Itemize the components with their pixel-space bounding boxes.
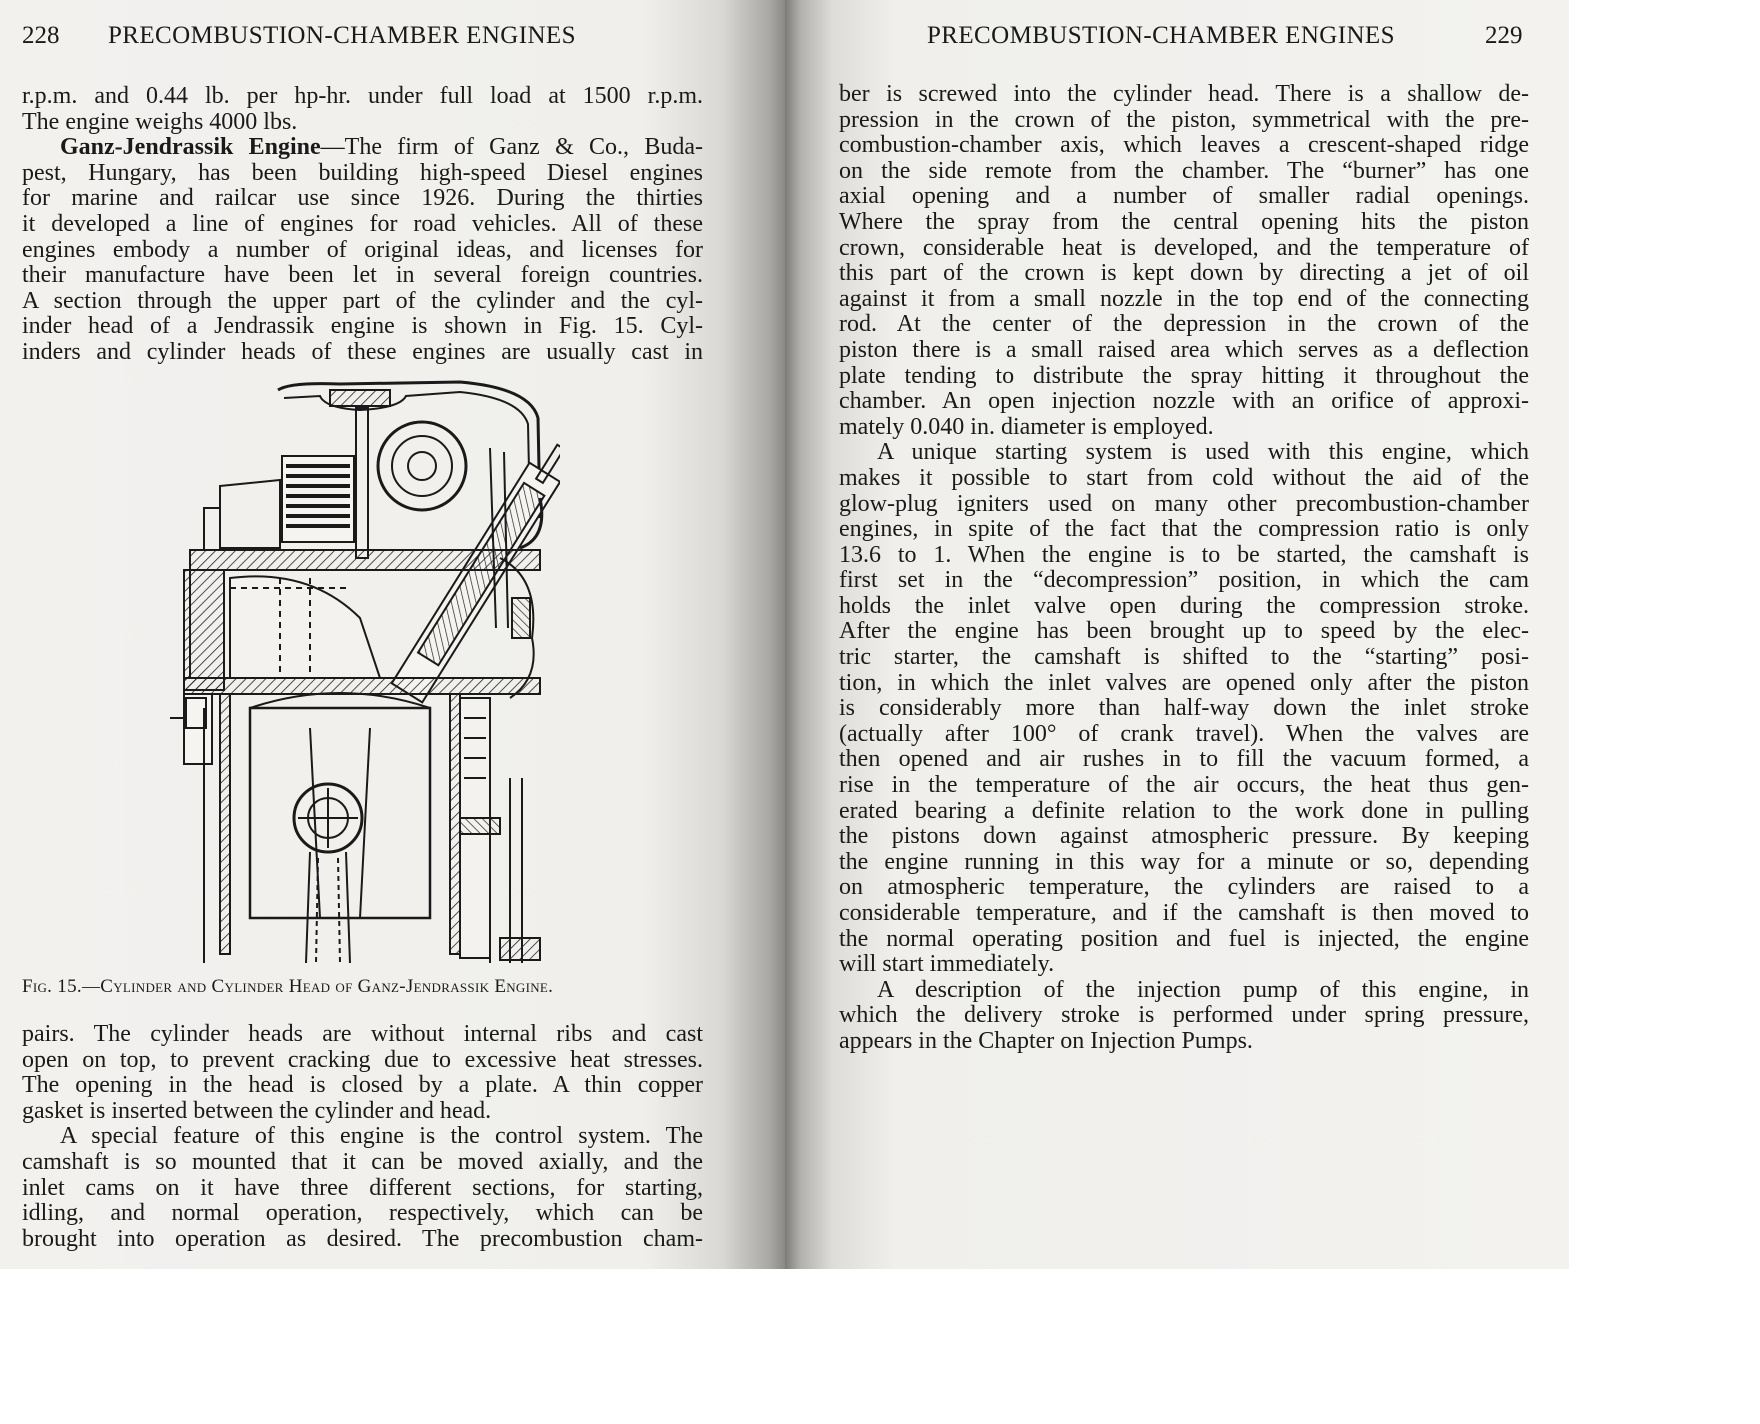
- text-line: A special feature of this engine is the control system. The: [60, 1124, 703, 1150]
- text-line: r.p.m. and 0.44 lb. per hp-hr. under full load at 1500 r.p.m.: [22, 84, 703, 109]
- text-line-with-heading: [22, 135, 703, 161]
- text-line: the pistons down against atmospheric pressure. By keeping: [839, 824, 1529, 850]
- caption-title: Cylinder and Cylinder Head of Ganz-Jendrassik Engine.: [100, 976, 554, 997]
- text-line: which the delivery stroke is performed under spring pressure,: [839, 1003, 1529, 1029]
- page-number: 229: [1485, 22, 1523, 49]
- text-line: pression in the crown of the piston, symmetrical with the pre-: [839, 107, 1529, 133]
- text-line: A description of the injection pump of this engine, in: [877, 977, 1529, 1003]
- text-line: ber is screwed into the cylinder head. There is a shallow de-: [839, 82, 1529, 107]
- text-line: engines embody a number of original ideas, and licenses for: [22, 237, 703, 263]
- text-line: then opened and air rushes in to fill the vacuum formed, a: [839, 747, 1529, 773]
- text-line: it developed a line of engines for road vehicles. All of these: [22, 211, 703, 237]
- text-line: A unique starting system is used with this engine, which: [877, 440, 1529, 466]
- text-line: engines, in spite of the fact that the compression ratio is only: [839, 517, 1529, 543]
- text-line: axial opening and a number of smaller radial openings.: [839, 184, 1529, 210]
- heading-dash: —: [320, 135, 345, 161]
- text-line: combustion-chamber axis, which leaves a crescent-shaped ridge: [839, 133, 1529, 159]
- caption-dash: —: [81, 976, 101, 996]
- text-line: open on top, to prevent cracking due to excessive heat stresses.: [22, 1047, 703, 1073]
- text-line: on atmospheric temperature, the cylinders are raised to a: [839, 875, 1529, 901]
- text-fragment: The firm of Ganz & Co., Buda-: [344, 135, 703, 161]
- text-line: tric starter, the camshaft is shifted to the “starting” posi-: [839, 645, 1529, 671]
- text-line: inders and cylinder heads of these engines are usually cast in: [22, 339, 703, 365]
- text-line: the normal operating position and fuel is injected, the engine: [839, 926, 1529, 952]
- figure-caption: [22, 976, 706, 998]
- text-line: erated bearing a definite relation to the work done in pulling: [839, 798, 1529, 824]
- text-line: against it from a small nozzle in the top end of the connecting: [839, 286, 1529, 312]
- text-line: 13.6 to 1. When the engine is to be started, the camshaft is: [839, 542, 1529, 568]
- text-line: tion, in which the inlet valves are opened only after the piston: [839, 670, 1529, 696]
- text-line: appears in the Chapter on Injection Pumps.: [839, 1028, 1253, 1054]
- page-number: 228: [22, 22, 60, 49]
- text-line: After the engine has been brought up to speed by the elec-: [839, 619, 1529, 645]
- caption-prefix: Fig. 15.: [22, 976, 82, 997]
- text-block-bottom: [22, 1022, 703, 1252]
- text-line: first set in the “decompression” position, in which the cam: [839, 568, 1529, 594]
- text-line: the engine running in this way for a minute or so, depending: [839, 849, 1529, 875]
- text-line: considerable temperature, and if the camshaft is then moved to: [839, 901, 1529, 926]
- text-line: makes it possible to start from cold without the aid of the: [839, 465, 1529, 491]
- text-line: chamber. An open injection nozzle with an orifice of approxi-: [839, 389, 1529, 415]
- text-block: [839, 82, 1529, 1055]
- text-line: this part of the crown is kept down by directing a jet of oil: [839, 261, 1529, 287]
- right-page: [785, 0, 1569, 1269]
- text-line: their manufacture have been let in several foreign countries.: [22, 263, 703, 289]
- text-line: will start immediately.: [839, 952, 1055, 978]
- text-line: crown, considerable heat is developed, and the temperature of: [839, 235, 1529, 261]
- running-head: PRECOMBUSTION-CHAMBER ENGINES: [108, 22, 576, 49]
- text-line: plate tending to distribute the spray hitting it throughout the: [839, 363, 1529, 389]
- text-line: for marine and railcar use since 1926. During the thirties: [22, 186, 703, 212]
- text-line: A section through the upper part of the cylinder and the cyl-: [22, 288, 703, 314]
- text-block-top: [22, 84, 703, 366]
- text-line: idling, and normal operation, respectively, which can be: [22, 1201, 703, 1227]
- text-line: on the side remote from the chamber. The “burner” has one: [839, 158, 1529, 184]
- text-line: pest, Hungary, has been building high-speed Diesel engines: [22, 160, 703, 186]
- left-page: [0, 0, 785, 1269]
- text-line: inlet cams on it have three different sections, for starting,: [22, 1175, 703, 1201]
- text-line: brought into operation as desired. The precombustion cham-: [22, 1226, 703, 1252]
- text-line: Where the spray from the central opening hits the piston: [839, 209, 1529, 235]
- text-line: rod. At the center of the depression in the crown of the: [839, 312, 1529, 338]
- running-head: PRECOMBUSTION-CHAMBER ENGINES: [927, 22, 1395, 49]
- text-line: The engine weighs 4000 lbs.: [22, 109, 298, 135]
- text-line: piston there is a small raised area which serves as a deflection: [839, 337, 1529, 363]
- text-line: mately 0.040 in. diameter is employed.: [839, 414, 1214, 440]
- text-line: glow-plug igniters used on many other precombustion-chamber: [839, 491, 1529, 517]
- text-line: (actually after 100° of crank travel). When the valves are: [839, 721, 1529, 747]
- text-line: holds the inlet valve open during the compression stroke.: [839, 593, 1529, 619]
- text-line: inder head of a Jendrassik engine is shown in Fig. 15. Cyl-: [22, 314, 703, 340]
- text-line: rise in the temperature of the air occurs, the heat thus gen-: [839, 773, 1529, 799]
- text-line: camshaft is so mounted that it can be moved axially, and the: [22, 1149, 703, 1175]
- text-line: gasket is inserted between the cylinder and head.: [22, 1098, 492, 1124]
- section-heading: Ganz-Jendrassik Engine: [60, 135, 321, 161]
- text-line: pairs. The cylinder heads are without internal ribs and cast: [22, 1022, 703, 1047]
- text-line: is considerably more than half-way down the inlet stroke: [839, 696, 1529, 722]
- text-line: The opening in the head is closed by a plate. A thin copper: [22, 1073, 703, 1099]
- engine-cross-section-figure: [160, 378, 560, 963]
